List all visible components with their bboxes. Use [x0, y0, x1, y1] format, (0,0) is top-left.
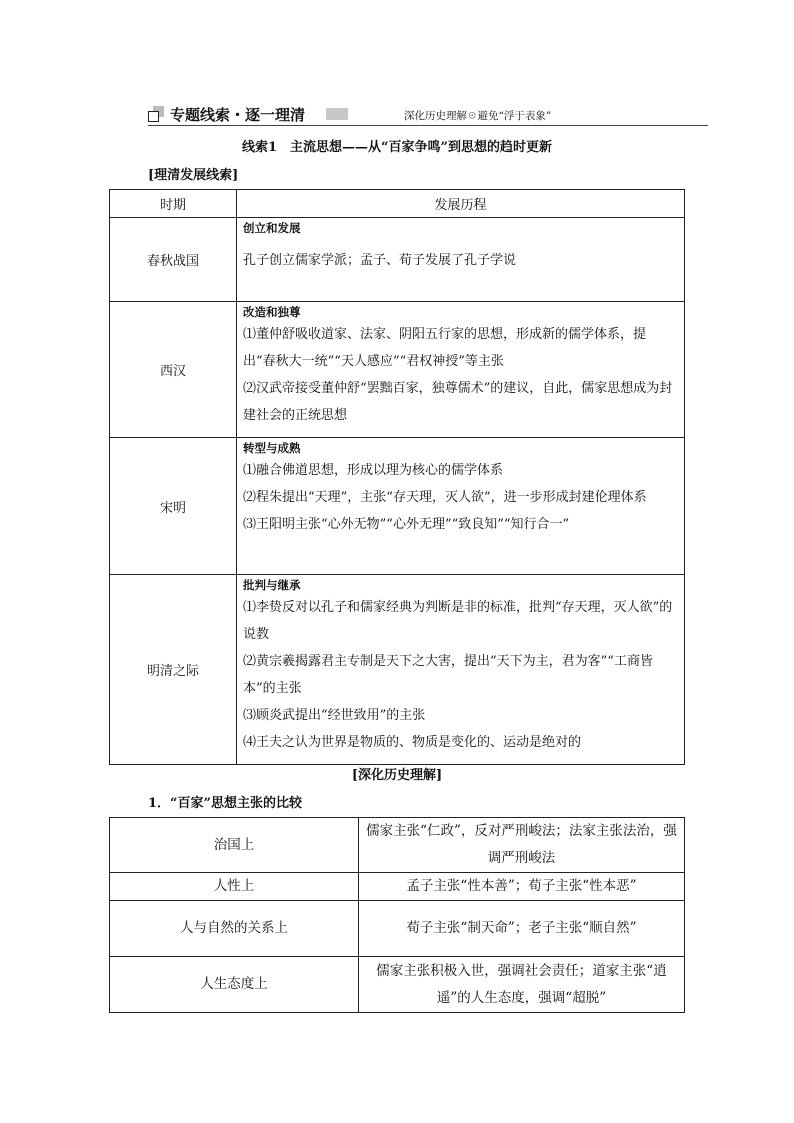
- stage-item: ⑴融合佛道思想，形成以理为核心的儒学体系: [243, 463, 504, 478]
- table-row: [110, 302, 685, 438]
- stage-item: ⑴董仲舒吸收道家、法家、阴阳五行家的思想，形成新的儒学体系，提出“春秋大一统”“天人感应”“君权神授”等主张: [243, 327, 647, 369]
- table-row: [110, 438, 685, 575]
- header-title: 专题线索・逐一理清: [170, 106, 306, 124]
- stage-item: ⑶顾炎武提出“经世致用”的主张: [243, 708, 426, 723]
- clue-title: 线索1 主流思想——从“百家争鸣”到思想的趋时更新: [241, 140, 552, 155]
- table-row: [110, 818, 685, 873]
- stage-subtitle: 创立和发展: [243, 221, 301, 235]
- compare-title: 1．“百家”思想主张的比较: [148, 796, 303, 811]
- stage-item: ⑴李贽反对以孔子和儒家经典为判断是非的标准，批判“存天理，灭人欲”的说教: [243, 600, 673, 642]
- period-cell: 明清之际: [110, 575, 237, 765]
- period-cell: 春秋战国: [110, 218, 237, 302]
- table-row: [110, 957, 685, 1013]
- stage-subtitle: 改造和独尊: [243, 305, 301, 319]
- header-period: 时期: [110, 190, 237, 218]
- stage-item: ⑵程朱提出“天理”，主张“存天理，灭人欲”，进一步形成封建伦理体系: [243, 490, 647, 505]
- aspect-cell: 人与自然的关系上: [110, 901, 359, 957]
- detail-cell: [237, 302, 685, 438]
- stage-item: ⑵汉武帝接受董仲舒“罢黜百家，独尊儒术”的建议，自此，儒家思想成为封建社会的正统思想: [243, 381, 673, 423]
- header-subtitle: 深化历史理解☉避免“浮于表象”: [404, 110, 552, 122]
- section-label: [理清发展线索]: [148, 168, 239, 183]
- table-row: [110, 873, 685, 901]
- header-decoration: [326, 108, 348, 120]
- comparison-table: [109, 817, 685, 1013]
- stage-subtitle: 转型与成熟: [243, 441, 301, 455]
- table-row: [110, 901, 685, 957]
- stage-item: ⑷王夫之认为世界是物质的、物质是变化的、运动是绝对的: [243, 735, 582, 750]
- detail-cell: [237, 438, 685, 575]
- stage-subtitle: 批判与继承: [243, 578, 301, 592]
- aspect-cell: 人性上: [110, 873, 359, 901]
- detail-cell: [237, 218, 685, 302]
- table-header-row: [110, 190, 685, 218]
- stage-item: ⑵黄宗羲揭露君主专制是天下之大害，提出“天下为主，君为客”“工商皆本”的主张: [243, 654, 653, 696]
- table-row: [110, 575, 685, 765]
- view-cell: 儒家主张“仁政”，反对严刑峻法；法家主张法治，强调严刑峻法: [359, 818, 685, 873]
- detail-cell: [237, 575, 685, 765]
- header-divider: [148, 125, 708, 126]
- view-cell: 儒家主张积极入世，强调社会责任；道家主张“逍遥”的人生态度，强调“超脱”: [359, 957, 685, 1013]
- table-row: [110, 218, 685, 302]
- aspect-cell: 人生态度上: [110, 957, 359, 1013]
- deepen-label: [深化历史理解]: [351, 768, 443, 783]
- view-cell: 孟子主张“性本善”；荀子主张“性本恶”: [359, 873, 685, 901]
- period-cell: 宋明: [110, 438, 237, 575]
- period-cell: 西汉: [110, 302, 237, 438]
- development-table: [109, 189, 685, 765]
- header-process: 发展历程: [237, 190, 685, 218]
- square-icon: [148, 106, 164, 122]
- stage-item: ⑶王阳明主张“心外无物”“心外无理”“致良知”“知行合一”: [243, 517, 570, 532]
- section-header: [148, 104, 708, 126]
- stage-item: 孔子创立儒家学派；孟子、荀子发展了孔子学说: [243, 253, 517, 268]
- aspect-cell: 治国上: [110, 818, 359, 873]
- view-cell: 荀子主张“制天命”；老子主张“顺自然”: [359, 901, 685, 957]
